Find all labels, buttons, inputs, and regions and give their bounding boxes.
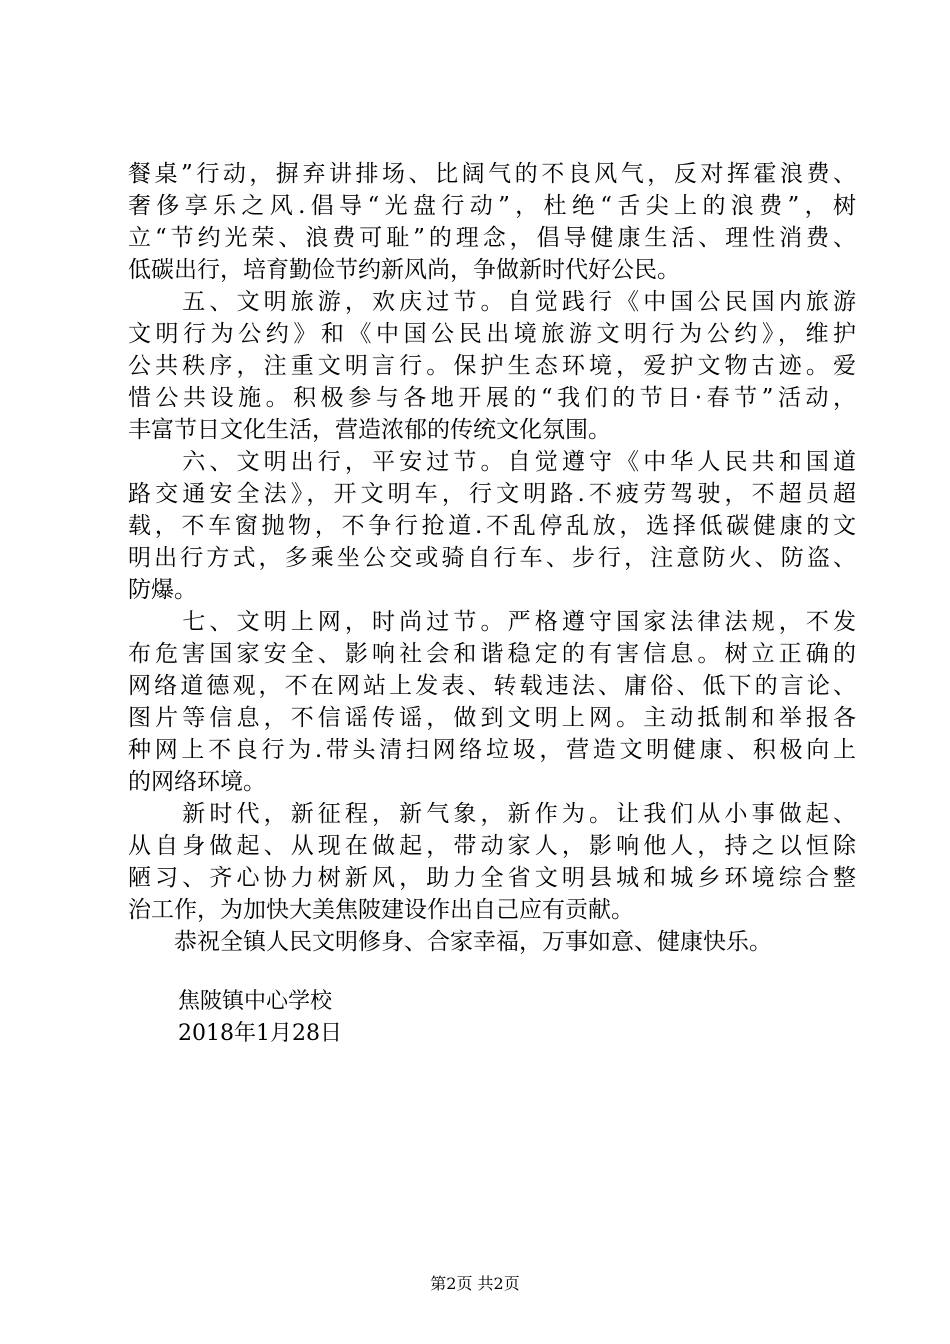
signature-organization: 焦陂镇中心学校 [178,989,333,1014]
text-line: 惜公共设施。积极参与各地开展的“我们的节日·春节”活动， [128,385,856,411]
text-line: 种网上不良行为.带头清扫网络垃圾，营造文明健康、积极向上 [128,737,856,763]
text-line: 餐桌”行动，摒弃讲排场、比阔气的不良风气，反对挥霍浪费、 [128,161,856,187]
spacer [128,958,856,986]
text-line: 防爆。 [128,577,197,603]
page-footer: 第2页 共2页 [430,1274,520,1293]
text-line: 图片等信息，不信谣传谣，做到文明上网。主动抵制和举报各 [128,705,856,731]
text-line: 明出行方式，多乘坐公交或骑自行车、步行，注意防火、防盗、 [128,545,856,571]
paragraph-lines [128,158,856,958]
text-line: 路交通安全法》，开文明车，行文明路.不疲劳驾驶，不超员超 [128,481,856,507]
text-line: 低碳出行，培育勤俭节约新风尚，争做新时代好公民。 [128,257,680,283]
text-line: 恭祝全镇人民文明修身、合家幸福，万事如意、健康快乐。 [128,929,772,955]
text-line: 新时代，新征程，新气象，新作为。让我们从小事做起、 [128,801,856,827]
text-line: 网络道德观，不在网站上发表、转载违法、庸俗、低下的言论、 [128,673,856,699]
text-line: 丰富节日文化生活，营造浓郁的传统文化氛围。 [128,417,611,443]
text-line: 公共秩序，注重文明言行。保护生态环境，爱护文物古迹。爱 [128,353,856,379]
text-line: 六、文明出行，平安过节。自觉遵守《中华人民共和国道 [128,449,856,475]
text-line: 从自身做起、从现在做起，带动家人，影响他人，持之以恒除 [128,833,856,859]
text-line: 的网络环境。 [128,769,266,795]
text-line: 载，不车窗抛物，不争行抢道.不乱停乱放，选择低碳健康的文 [128,513,856,539]
signature-date: 2018年1月28日 [178,1021,342,1046]
text-line: 治工作，为加快大美焦陂建设作出自己应有贡献。 [128,897,634,923]
text-line: 五、文明旅游，欢庆过节。自觉践行《中国公民国内旅游 [128,289,856,315]
text-line: 布危害国家安全、影响社会和谐稳定的有害信息。树立正确的 [128,641,856,667]
text-line: 文明行为公约》和《中国公民出境旅游文明行为公约》，维护 [128,321,856,347]
text-line: 七、文明上网，时尚过节。严格遵守国家法律法规，不发 [128,609,856,635]
text-line: 立“节约光荣、浪费可耻”的理念，倡导健康生活、理性消费、 [128,225,856,251]
text-line: 陋习、齐心协力树新风，助力全省文明县城和城乡环境综合整 [128,865,856,891]
text-line: 奢侈享乐之风.倡导“光盘行动”，杜绝“舌尖上的浪费”，树 [128,193,856,219]
document-body [128,158,856,1050]
